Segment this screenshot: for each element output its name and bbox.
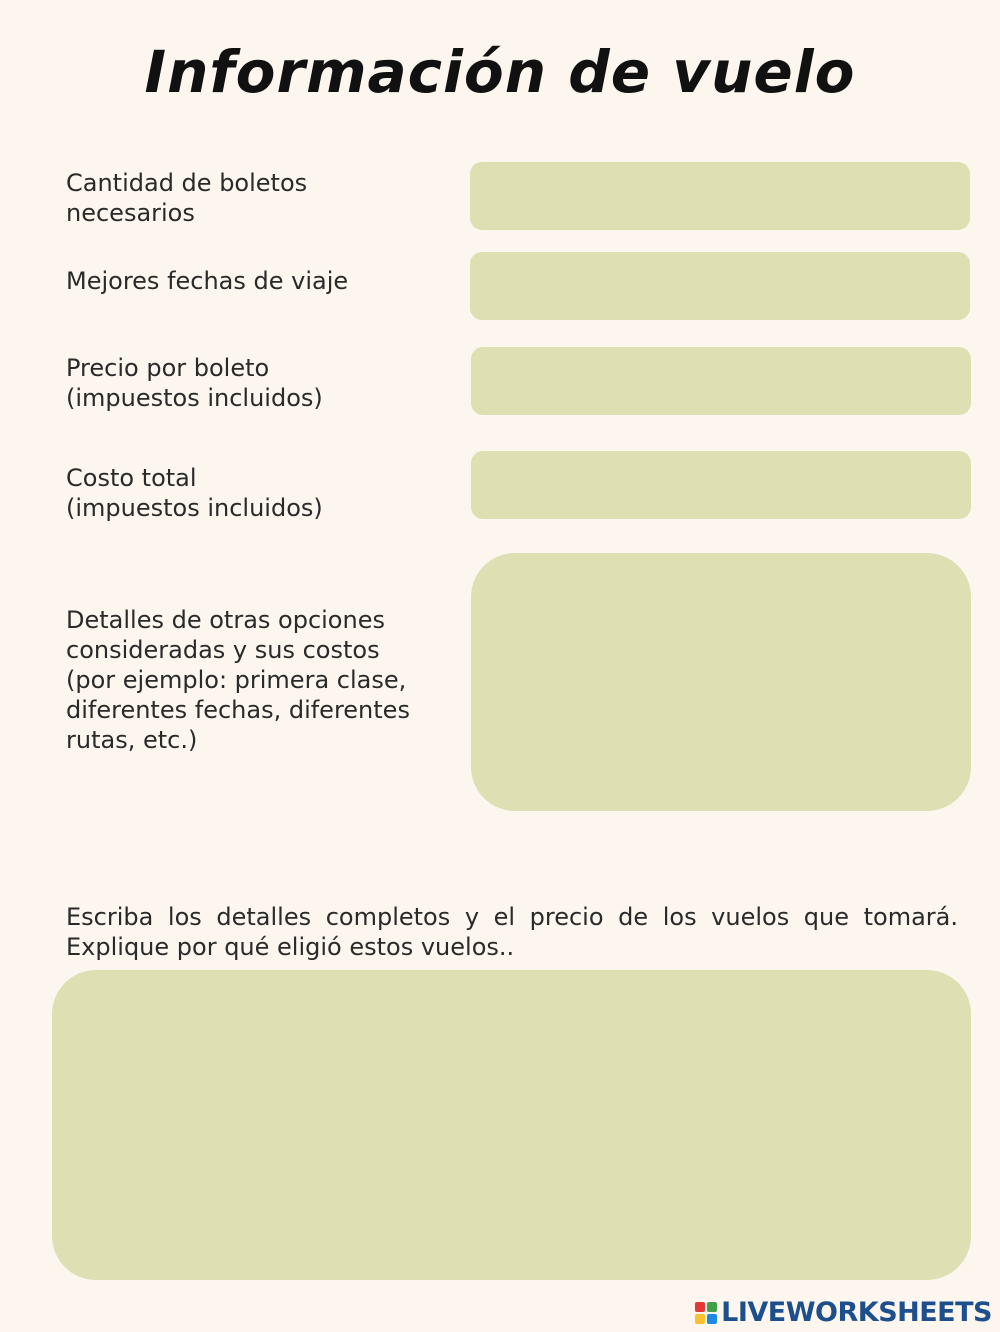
total-cost-label: Costo total (impuestos incluidos) [66,464,323,522]
tickets-label: Cantidad de boletos necesarios [66,169,308,227]
liveworksheets-brand-text: LIVEWORKSHEETS [721,1297,992,1328]
liveworksheets-brand [695,1297,992,1328]
logo-square [695,1302,705,1312]
liveworksheets-logo-icon [695,1302,717,1324]
price-per-ticket-label: Precio por boleto (impuestos incluidos) [66,354,323,412]
final-answer-input[interactable] [52,970,971,1280]
final-question-prompt: Escriba los detalles completos y el precio de los vuelos que tomará. Explique por qué eligió estos vuelos.. [66,903,958,961]
worksheet-title: Información de vuelo [144,38,856,106]
other-options-label: Detalles de otras opciones consideradas y sus costos (por ejemplo: primera clase, diferentes fechas, diferentes rutas, etc.) [66,606,410,754]
logo-square [707,1302,717,1312]
total-cost-input[interactable] [471,451,971,519]
logo-square [707,1314,717,1324]
other-options-input[interactable] [471,553,971,811]
price-per-ticket-input[interactable] [471,347,971,415]
tickets-input[interactable] [470,162,970,230]
dates-label: Mejores fechas de viaje [66,267,349,295]
dates-input[interactable] [470,252,970,320]
logo-square [695,1314,705,1324]
